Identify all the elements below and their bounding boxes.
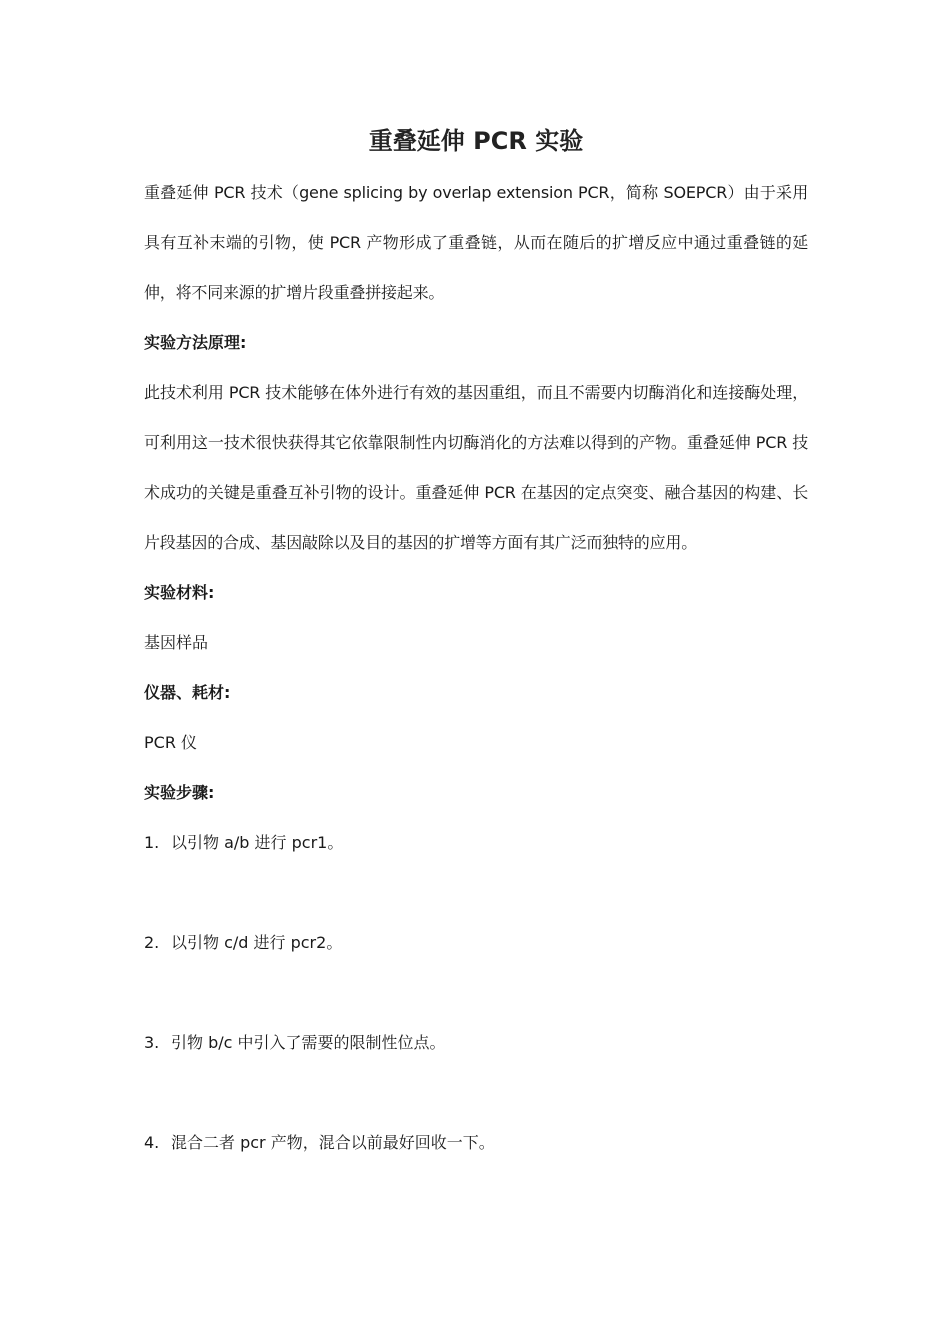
materials-text: 基因样品 [144, 633, 209, 652]
step-item-2 [144, 918, 808, 1018]
principle-paragraph: 此技术利用 PCR 技术能够在体外进行有效的基因重组，而且不需要内切酶消化和连接酶处理，可利用这一技术很快获得其它依靠限制性内切酶消化的方法难以得到的产物。重叠延伸 PCR 技术成功的关键是重叠互补引物的设计。重叠延伸 PCR 在基因的定点突变、融合基因的构建、长片段基因的合成、基因敲除以及目的基因的扩增等方面有其广泛而独特的应用。 [144, 383, 808, 552]
intro-paragraph: 重叠延伸 PCR 技术（gene splicing by overlap extension PCR，简称 SOEPCR）由于采用具有互补末端的引物，使 PCR 产物形成了重叠链，从而在随后的扩增反应中通过重叠链的延伸，将不同来源的扩增片段重叠拼接起来。 [144, 183, 808, 302]
document-page [144, 118, 808, 1218]
instruments-heading: 仪器、耗材: [144, 683, 231, 702]
step-text: 引物 b/c 中引入了需要的限制性位点。 [171, 1033, 446, 1052]
materials-heading: 实验材料: [144, 583, 215, 602]
principle-heading: 实验方法原理: [144, 333, 247, 352]
step-item-1 [144, 818, 808, 918]
step-text: 混合二者 pcr 产物，混合以前最好回收一下。 [171, 1133, 495, 1152]
step-text: 以引物 c/d 进行 pcr2。 [171, 933, 343, 952]
step-item-4 [144, 1118, 808, 1218]
step-number: 2. [144, 933, 160, 952]
steps-heading: 实验步骤: [144, 783, 215, 802]
document-title: 重叠延伸 PCR 实验 [368, 127, 584, 155]
steps-list [144, 818, 808, 1218]
step-item-3 [144, 1018, 808, 1118]
step-number: 4. [144, 1133, 160, 1152]
step-number: 1. [144, 833, 160, 852]
instruments-text: PCR 仪 [144, 733, 198, 752]
step-text: 以引物 a/b 进行 pcr1。 [171, 833, 344, 852]
step-number: 3. [144, 1033, 160, 1052]
